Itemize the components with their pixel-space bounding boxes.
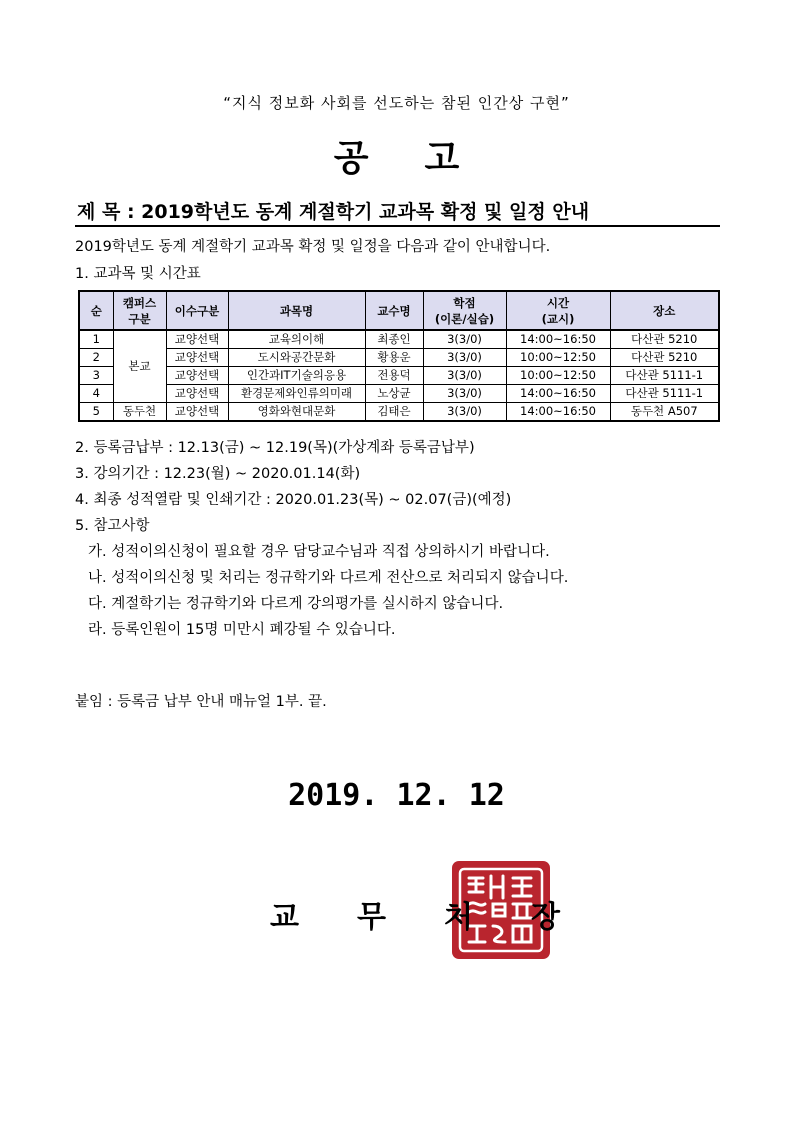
cell-time: 14:00~16:50: [506, 330, 610, 349]
cell-type: 교양선택: [166, 403, 228, 422]
header-credits-line1: 학점: [453, 295, 476, 310]
header-place: 장소: [610, 291, 719, 330]
cell-professor: 전용덕: [365, 367, 423, 385]
cell-professor: 노상균: [365, 385, 423, 403]
table-row: [79, 349, 719, 367]
note-item: 나. 성적이의신청 및 처리는 정규학기와 다르게 전산으로 처리되지 않습니다.: [88, 570, 569, 586]
course-table: [78, 290, 720, 422]
table-header-row: [79, 291, 719, 330]
cell-time: 14:00~16:50: [506, 385, 610, 403]
section-2-text: 2. 등록금납부 : 12.13(금) ~ 12.19(목)(가상계좌 등록금납부): [75, 440, 475, 456]
cell-time: 10:00~12:50: [506, 367, 610, 385]
note-item: 가. 성적이의신청이 필요할 경우 담당교수님과 직접 상의하시기 바랍니다.: [88, 544, 550, 560]
cell-place: 다산관 5210: [610, 349, 719, 367]
cell-type: 교양선택: [166, 385, 228, 403]
subject-underline: [75, 225, 720, 227]
table-row: [79, 385, 719, 403]
page-title: 공고: [333, 138, 516, 179]
header-time-line2: (교시): [541, 311, 575, 326]
cell-place: 다산관 5111-1: [610, 385, 719, 403]
header-time: [506, 291, 610, 330]
header-credits-line2: (이론/실습): [434, 311, 495, 326]
cell-course: 영화와현대문화: [228, 403, 365, 422]
cell-professor: 최종인: [365, 330, 423, 349]
table-row: [79, 403, 719, 422]
cell-campus: 본교: [113, 330, 166, 403]
header-type: 이수구분: [166, 291, 228, 330]
section-4-text: 4. 최종 성적열람 및 인쇄기간 : 2020.01.23(목) ~ 02.07(금)(예정): [75, 492, 512, 508]
cell-no: 3: [79, 367, 113, 385]
cell-place: 다산관 5210: [610, 330, 719, 349]
header-no: 순: [79, 291, 113, 330]
cell-professor: 황용운: [365, 349, 423, 367]
attachment-text: 붙임 : 등록금 납부 안내 매뉴얼 1부. 끝.: [75, 694, 327, 710]
cell-credits: 3(3/0): [423, 367, 506, 385]
cell-campus: 동두천: [113, 403, 166, 422]
table-row: [79, 367, 719, 385]
section-1-title: 1. 교과목 및 시간표: [75, 266, 201, 282]
signer-title: 교무처장: [270, 900, 618, 935]
cell-course: 인간과IT기술의응용: [228, 367, 365, 385]
cell-place: 동두천 A507: [610, 403, 719, 422]
cell-no: 4: [79, 385, 113, 403]
cell-credits: 3(3/0): [423, 385, 506, 403]
cell-course: 환경문제와인류의미래: [228, 385, 365, 403]
cell-time: 10:00~12:50: [506, 349, 610, 367]
note-item: 다. 계절학기는 정규학기와 다르게 강의평가를 실시하지 않습니다.: [88, 596, 504, 612]
cell-time: 14:00~16:50: [506, 403, 610, 422]
cell-course: 교육의이해: [228, 330, 365, 349]
issue-date: 2019. 12. 12: [288, 778, 505, 813]
table-row: [79, 330, 719, 349]
section-5-title: 5. 참고사항: [75, 518, 150, 534]
header-credits: [423, 291, 506, 330]
header-campus-line2: 구분: [128, 311, 151, 326]
cell-type: 교양선택: [166, 330, 228, 349]
cell-no: 1: [79, 330, 113, 349]
header-campus: [113, 291, 166, 330]
cell-no: 2: [79, 349, 113, 367]
section-3-text: 3. 강의기간 : 12.23(월) ~ 2020.01.14(화): [75, 466, 361, 482]
intro-text: 2019학년도 동계 계절학기 교과목 확정 및 일정을 다음과 같이 안내합니다.: [75, 239, 551, 255]
header-campus-line1: 캠퍼스: [122, 295, 157, 310]
cell-credits: 3(3/0): [423, 349, 506, 367]
subject-line: 제 목 : 2019학년도 동계 계절학기 교과목 확정 및 일정 안내: [77, 201, 590, 223]
slogan: “지식 정보화 사회를 선도하는 참된 인간상 구현”: [223, 94, 570, 112]
cell-place: 다산관 5111-1: [610, 367, 719, 385]
header-time-line1: 시간: [546, 295, 570, 310]
cell-credits: 3(3/0): [423, 330, 506, 349]
cell-type: 교양선택: [166, 367, 228, 385]
cell-course: 도시와공간문화: [228, 349, 365, 367]
cell-type: 교양선택: [166, 349, 228, 367]
header-professor: 교수명: [365, 291, 423, 330]
note-item: 라. 등록인원이 15명 미만시 폐강될 수 있습니다.: [88, 622, 396, 638]
header-course: 과목명: [228, 291, 365, 330]
cell-professor: 김태은: [365, 403, 423, 422]
cell-credits: 3(3/0): [423, 403, 506, 422]
cell-no: 5: [79, 403, 113, 422]
